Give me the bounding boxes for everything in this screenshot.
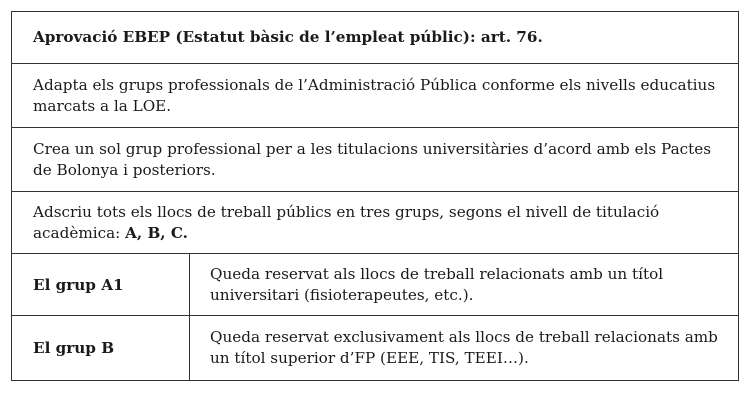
ebep-table [11, 11, 739, 381]
table-row-group-a1 [12, 254, 738, 316]
table-row-loe [12, 64, 738, 128]
groups-intro-text [33, 202, 724, 244]
group-label: El grup A1 [12, 254, 190, 315]
group-label: El grup B [12, 316, 190, 380]
group-description [190, 254, 738, 315]
row-text: Crea un sol grup professional per a les titulacions universitàries d’acord amb els Pactes de Bolonya i posteriors. [33, 139, 712, 179]
table-row-bolonya [12, 128, 738, 192]
table-row-group-b [12, 316, 738, 380]
groups-intro-body: Adscriu tots els llocs de treball públics en tres grups, segons el nivell de titulació acadèmica: [33, 202, 660, 242]
table-title-text: Aprovació EBEP (Estatut bàsic de l’empleat públic): art. 76. [33, 28, 543, 46]
group-description-text: Queda reservat als llocs de treball relacionats amb un títol universitari (fisioterapeutes, etc.). [210, 264, 664, 304]
group-description [190, 316, 738, 380]
table-title [12, 12, 738, 64]
row-text: Adapta els grups professionals de l’Administració Pública conforme els nivells educatius marcats a la LOE. [33, 75, 716, 115]
groups-intro-emphasis: A, B, C. [125, 223, 188, 242]
group-description-text: Queda reservat exclusivament als llocs de treball relacionats amb un títol superior d’FP (EEE, TIS, TEEI…). [210, 328, 718, 367]
table-row-groups-intro [12, 192, 738, 254]
